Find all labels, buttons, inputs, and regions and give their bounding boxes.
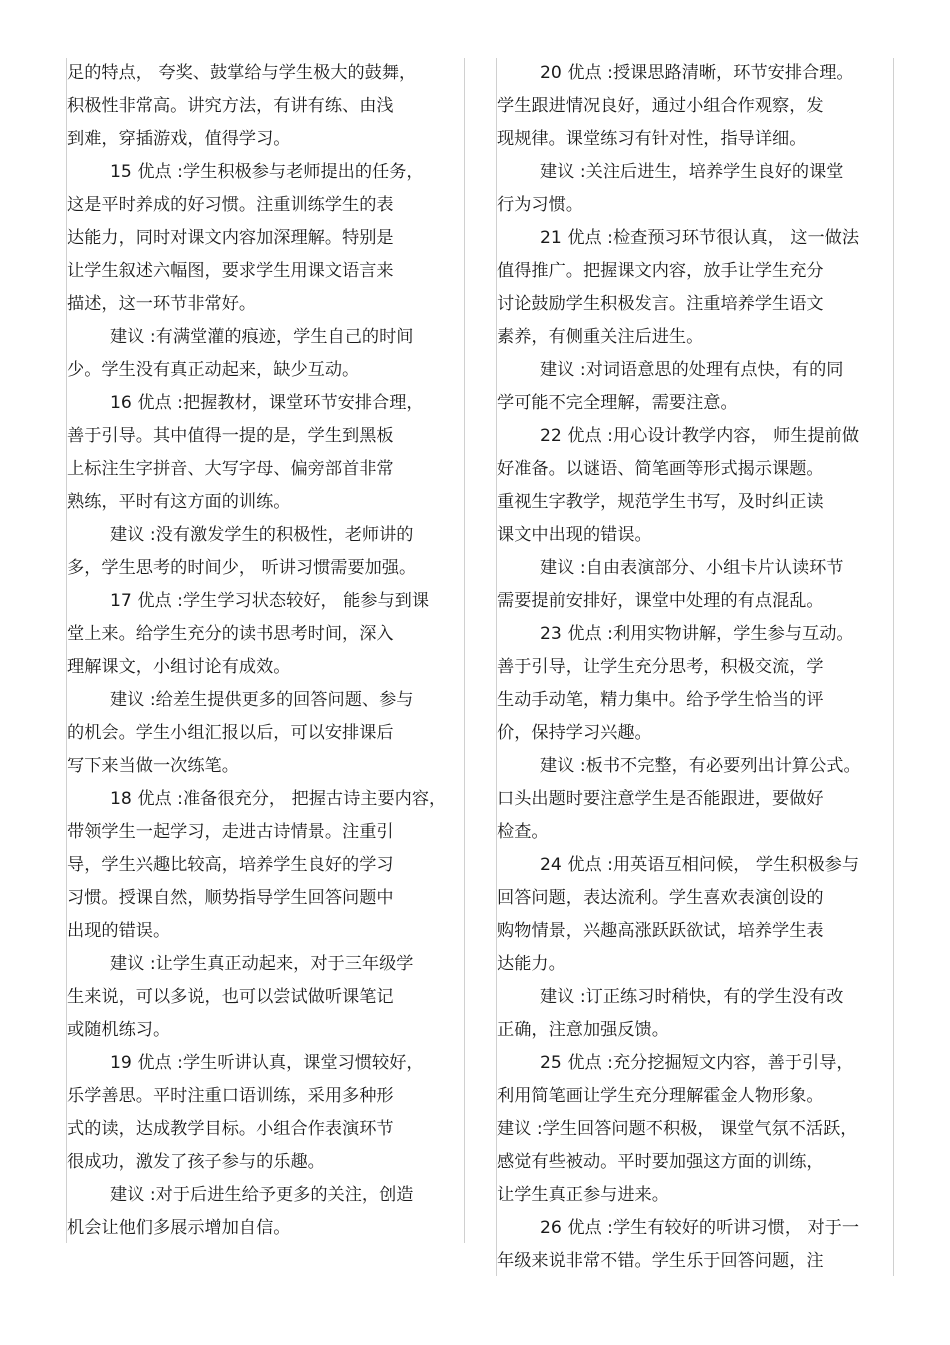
left-column-text-line: 达能力，同时对课文内容加深理解。特别是 [67,228,394,248]
left-column-text-line: 写下来当做一次练笔。 [67,756,239,776]
right-column-text-line: 善于引导，让学生充分思考，积极交流，学 [497,657,824,677]
right-column-text-line: 建议 :关注后进生，培养学生良好的课堂 [540,162,844,182]
left-column-text-line: 的机会。学生小组汇报以后，可以安排课后 [67,723,394,743]
left-column-text-line: 15 优点 :学生积极参与老师提出的任务， [110,162,424,182]
left-column-text-line: 乐学善思。平时注重口语训练，采用多种形 [67,1086,394,1106]
left-column-text-line: 上标注生字拼音、大写字母、偏旁部首非常 [67,459,394,479]
right-column-text-line: 现规律。课堂练习有针对性，指导详细。 [497,129,807,149]
left-column-text-line: 让学生叙述六幅图，要求学生用课文语言来 [67,261,394,281]
right-column-text-line: 学生跟进情况良好，通过小组合作观察，发 [497,96,824,116]
left-column-text-line: 建议 :让学生真正动起来，对于三年级学 [110,954,414,974]
left-column-text-line: 多，学生思考的时间少， 听讲习惯需要加强。 [67,558,417,578]
left-column-text-line: 带领学生一起学习，走进古诗情景。注重引 [67,822,394,842]
right-column-text-line: 21 优点 :检查预习环节很认真， 这一做法 [540,228,860,248]
left-column-text-line: 17 优点 :学生学习状态较好， 能参与到课 [110,591,430,611]
right-column-text-line: 建议 :自由表演部分、小组卡片认读环节 [540,558,844,578]
left-column-text-line: 19 优点 :学生听讲认真，课堂习惯较好， [110,1053,424,1073]
left-column-text-line: 积极性非常高。讲究方法，有讲有练、由浅 [67,96,394,116]
right-column-text-line: 讨论鼓励学生积极发言。注重培养学生语文 [497,294,824,314]
left-column-text-line: 或随机练习。 [67,1020,171,1040]
left-column-text-line: 熟练，平时有这方面的训练。 [67,492,291,512]
right-margin-rule [893,58,894,1276]
right-column-text-line: 20 优点 :授课思路清晰，环节安排合理。 [540,63,854,83]
right-column-text-line: 25 优点 :充分挖掘短文内容，善于引导， [540,1053,854,1073]
left-column-text-line: 建议 :给差生提供更多的回答问题、参与 [110,690,414,710]
right-column-text-line: 建议 :对词语意思的处理有点快，有的同 [540,360,844,380]
right-column-text-line: 建议 :板书不完整，有必要列出计算公式。 [540,756,861,776]
right-column-text-line: 检查。 [497,822,549,842]
right-column-text-line: 让学生真正参与进来。 [497,1185,669,1205]
left-column-text-line: 习惯。授课自然，顺势指导学生回答问题中 [67,888,394,908]
right-column-text-line: 23 优点 :利用实物讲解，学生参与互动。 [540,624,854,644]
right-column-text-line: 回答问题，表达流利。学生喜欢表演创设的 [497,888,824,908]
right-column-text-line: 好准备。以谜语、简笔画等形式揭示课题。 [497,459,824,479]
left-column-text-line: 建议 :对于后进生给予更多的关注，创造 [110,1185,414,1205]
left-column-text-line: 理解课文，小组讨论有成效。 [67,657,291,677]
right-column-text-line: 正确，注意加强反馈。 [497,1020,669,1040]
right-column-text-line: 感觉有些被动。平时要加强这方面的训练， [497,1152,824,1172]
left-column-text-line: 少。学生没有真正动起来，缺少互动。 [67,360,360,380]
left-column-text-line: 导，学生兴趣比较高，培养学生良好的学习 [67,855,394,875]
right-column-text-line: 重视生字教学，规范学生书写，及时纠正读 [497,492,824,512]
right-column-text-line: 利用简笔画让学生充分理解霍金人物形象。 [497,1086,824,1106]
left-column-text-line: 建议 :没有激发学生的积极性，老师讲的 [110,525,414,545]
right-column-text-line: 26 优点 :学生有较好的听讲习惯， 对于一 [540,1218,860,1238]
right-column-text-line: 建议 :订正练习时稍快，有的学生没有改 [540,987,844,1007]
left-column-text-line: 堂上来。给学生充分的读书思考时间，深入 [67,624,394,644]
left-column-text-line: 描述，这一环节非常好。 [67,294,257,314]
left-column-text-line: 建议 :有满堂灌的痕迹，学生自己的时间 [110,327,414,347]
left-column-text-line: 到难，穿插游戏，值得学习。 [67,129,291,149]
right-column-text-line: 课文中出现的错误。 [497,525,652,545]
left-column-text-line: 18 优点 :准备很充分， 把握古诗主要内容， [110,789,447,809]
left-column-text-line: 很成功，激发了孩子参与的乐趣。 [67,1152,325,1172]
right-column-text-line: 价，保持学习兴趣。 [497,723,652,743]
right-column-text-line: 年级来说非常不错。学生乐于回答问题，注 [497,1251,824,1271]
right-column-text-line: 素养，有侧重关注后进生。 [497,327,704,347]
right-column-text-line: 值得推广。把握课文内容，放手让学生充分 [497,261,824,281]
left-column-text-line: 16 优点 :把握教材，课堂环节安排合理， [110,393,424,413]
right-column-text-line: 购物情景，兴趣高涨跃跃欲试，培养学生表 [497,921,824,941]
right-column-text-line: 建议 :学生回答问题不积极， 课堂气氛不活跃， [497,1119,858,1139]
left-column-text-line: 式的读，达成教学目标。小组合作表演环节 [67,1119,394,1139]
left-column-text-line: 足的特点， 夸奖、鼓掌给与学生极大的鼓舞， [67,63,417,83]
right-column-text-line: 学可能不完全理解，需要注意。 [497,393,738,413]
left-column-text-line: 善于引导。其中值得一提的是，学生到黑板 [67,426,394,446]
column-divider-rule [464,58,465,1243]
right-column-text-line: 达能力。 [497,954,566,974]
left-column-text-line: 机会让他们多展示增加自信。 [67,1218,291,1238]
right-column-text-line: 22 优点 :用心设计教学内容， 师生提前做 [540,426,860,446]
right-column-text-line: 24 优点 :用英语互相问候， 学生积极参与 [540,855,860,875]
left-column-text-line: 这是平时养成的好习惯。注重训练学生的表 [67,195,394,215]
right-column-text-line: 行为习惯。 [497,195,583,215]
left-column-text-line: 出现的错误。 [67,921,171,941]
right-column-text-line: 需要提前安排好，课堂中处理的有点混乱。 [497,591,824,611]
right-column-text-line: 口头出题时要注意学生是否能跟进，要做好 [497,789,824,809]
left-column-text-line: 生来说，可以多说，也可以尝试做听课笔记 [67,987,394,1007]
right-column-text-line: 生动手动笔，精力集中。给予学生恰当的评 [497,690,824,710]
